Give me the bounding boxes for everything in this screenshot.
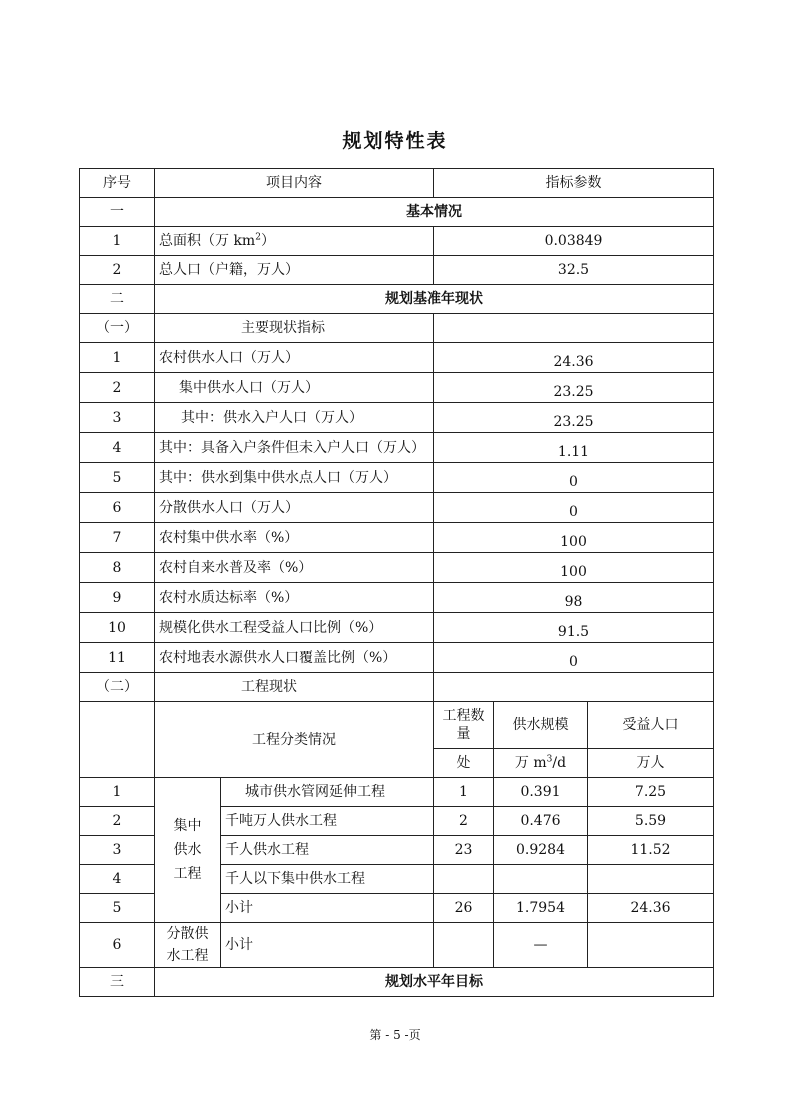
row-seq: 9	[80, 583, 155, 613]
planning-characteristics-table	[79, 168, 714, 997]
subsection-row	[80, 673, 714, 702]
row-scale: 0.476	[494, 807, 588, 836]
table-row	[80, 463, 714, 493]
empty-cell	[80, 702, 155, 778]
section-seq: 二	[80, 285, 155, 314]
section-row	[80, 968, 714, 997]
row-count: 2	[434, 807, 494, 836]
row-count	[434, 923, 494, 968]
row-item: 总人口（户籍，万人）	[155, 256, 434, 285]
row-value: 0.03849	[434, 227, 714, 256]
row-value: 24.36	[434, 343, 714, 373]
row-item: 规模化供水工程受益人口比例（%）	[155, 613, 434, 643]
row-value: 0	[434, 463, 714, 493]
table-row	[80, 493, 714, 523]
scale-unit: 万 $m^3/d$	[494, 749, 588, 778]
engineering-count-header: 工程数量	[434, 702, 494, 749]
row-seq: 3	[80, 403, 155, 433]
row-value: 100	[434, 553, 714, 583]
row-value: 100	[434, 523, 714, 553]
row-value: 0	[434, 493, 714, 523]
row-benefit	[588, 865, 714, 894]
section-seq: 一	[80, 198, 155, 227]
row-value: 23.25	[434, 403, 714, 433]
row-item: 城市供水管网延伸工程	[221, 778, 434, 807]
benefit-unit: 万人	[588, 749, 714, 778]
row-item: 其中：供水入户人口（万人）	[155, 403, 434, 433]
table-row	[80, 523, 714, 553]
row-count	[434, 865, 494, 894]
row-seq: 1	[80, 778, 155, 807]
row-value: 1.11	[434, 433, 714, 463]
table-row	[80, 373, 714, 403]
header-value: 指标参数	[434, 169, 714, 198]
table-row	[80, 227, 714, 256]
row-item: 其中：供水到集中供水点人口（万人）	[155, 463, 434, 493]
row-item: 千人以下集中供水工程	[221, 865, 434, 894]
row-seq: 6	[80, 923, 155, 968]
section-label: 基本情况	[155, 198, 714, 227]
row-benefit	[588, 923, 714, 968]
row-scale: 0.391	[494, 778, 588, 807]
subsection-label: 工程现状	[155, 673, 434, 702]
row-seq: 8	[80, 553, 155, 583]
section-row	[80, 198, 714, 227]
page-title: 规划特性表	[342, 130, 448, 152]
row-item: 农村水质达标率（%）	[155, 583, 434, 613]
section-label: 规划水平年目标	[155, 968, 714, 997]
central-supply-group-label	[155, 778, 221, 923]
table-row	[80, 343, 714, 373]
row-item: 小计	[221, 894, 434, 923]
row-item: 集中供水人口（万人）	[155, 373, 434, 403]
row-seq: 7	[80, 523, 155, 553]
row-seq: 6	[80, 493, 155, 523]
table-row	[80, 433, 714, 463]
row-seq: 2	[80, 256, 155, 285]
page-number: 第 - 5 -页	[369, 1028, 421, 1042]
row-item: 农村地表水源供水人口覆盖比例（%）	[155, 643, 434, 673]
section-label: 规划基准年现状	[155, 285, 714, 314]
row-item: 其中：具备入户条件但未入户人口（万人）	[155, 433, 434, 463]
row-item: 农村供水人口（万人）	[155, 343, 434, 373]
row-item: 千吨万人供水工程	[221, 807, 434, 836]
group-label-text: 集中供水工程	[173, 818, 202, 882]
row-benefit: 7.25	[588, 778, 714, 807]
row-scale: —	[494, 923, 588, 968]
engineering-category-header: 工程分类情况	[155, 702, 434, 778]
row-seq: 10	[80, 613, 155, 643]
table-row	[80, 613, 714, 643]
subsection-seq: （二）	[80, 673, 155, 702]
table-row	[80, 778, 714, 807]
dispersed-supply-group-label	[155, 923, 221, 968]
header-seq: 序号	[80, 169, 155, 198]
row-count: 1	[434, 778, 494, 807]
row-seq: 3	[80, 836, 155, 865]
row-seq: 5	[80, 894, 155, 923]
table-row	[80, 553, 714, 583]
section-seq: 三	[80, 968, 155, 997]
section-row	[80, 285, 714, 314]
row-item: 分散供水人口（万人）	[155, 493, 434, 523]
engineering-header-row	[80, 702, 714, 749]
table-row	[80, 643, 714, 673]
table-row	[80, 583, 714, 613]
row-item: 千人供水工程	[221, 836, 434, 865]
engineering-scale-header: 供水规模	[494, 702, 588, 749]
row-value: 32.5	[434, 256, 714, 285]
subsection-row	[80, 314, 714, 343]
row-seq: 5	[80, 463, 155, 493]
row-value: 91.5	[434, 613, 714, 643]
table-row	[80, 256, 714, 285]
row-benefit: 5.59	[588, 807, 714, 836]
header-item: 项目内容	[155, 169, 434, 198]
row-seq: 4	[80, 865, 155, 894]
row-value: 98	[434, 583, 714, 613]
row-item: 农村集中供水率（%）	[155, 523, 434, 553]
table-header-row	[80, 169, 714, 198]
row-scale: 1.7954	[494, 894, 588, 923]
row-seq: 2	[80, 373, 155, 403]
row-seq: 1	[80, 227, 155, 256]
empty-cell	[434, 314, 714, 343]
row-scale: 0.9284	[494, 836, 588, 865]
row-seq: 11	[80, 643, 155, 673]
row-value: 23.25	[434, 373, 714, 403]
empty-cell	[434, 673, 714, 702]
row-seq: 4	[80, 433, 155, 463]
row-benefit: 11.52	[588, 836, 714, 865]
row-item: 农村自来水普及率（%）	[155, 553, 434, 583]
subsection-label: 主要现状指标	[155, 314, 434, 343]
row-count: 23	[434, 836, 494, 865]
row-item: 小计	[221, 923, 434, 968]
group-label-text: 分散供水工程	[166, 926, 209, 964]
count-unit: 处	[434, 749, 494, 778]
subsection-seq: （一）	[80, 314, 155, 343]
row-value: 0	[434, 643, 714, 673]
table-row	[80, 403, 714, 433]
table-row	[80, 923, 714, 968]
row-seq: 1	[80, 343, 155, 373]
row-count: 26	[434, 894, 494, 923]
row-benefit: 24.36	[588, 894, 714, 923]
row-seq: 2	[80, 807, 155, 836]
engineering-benefit-header: 受益人口	[588, 702, 714, 749]
row-scale	[494, 865, 588, 894]
row-item: 总面积（万 $km^2$）	[155, 227, 434, 256]
